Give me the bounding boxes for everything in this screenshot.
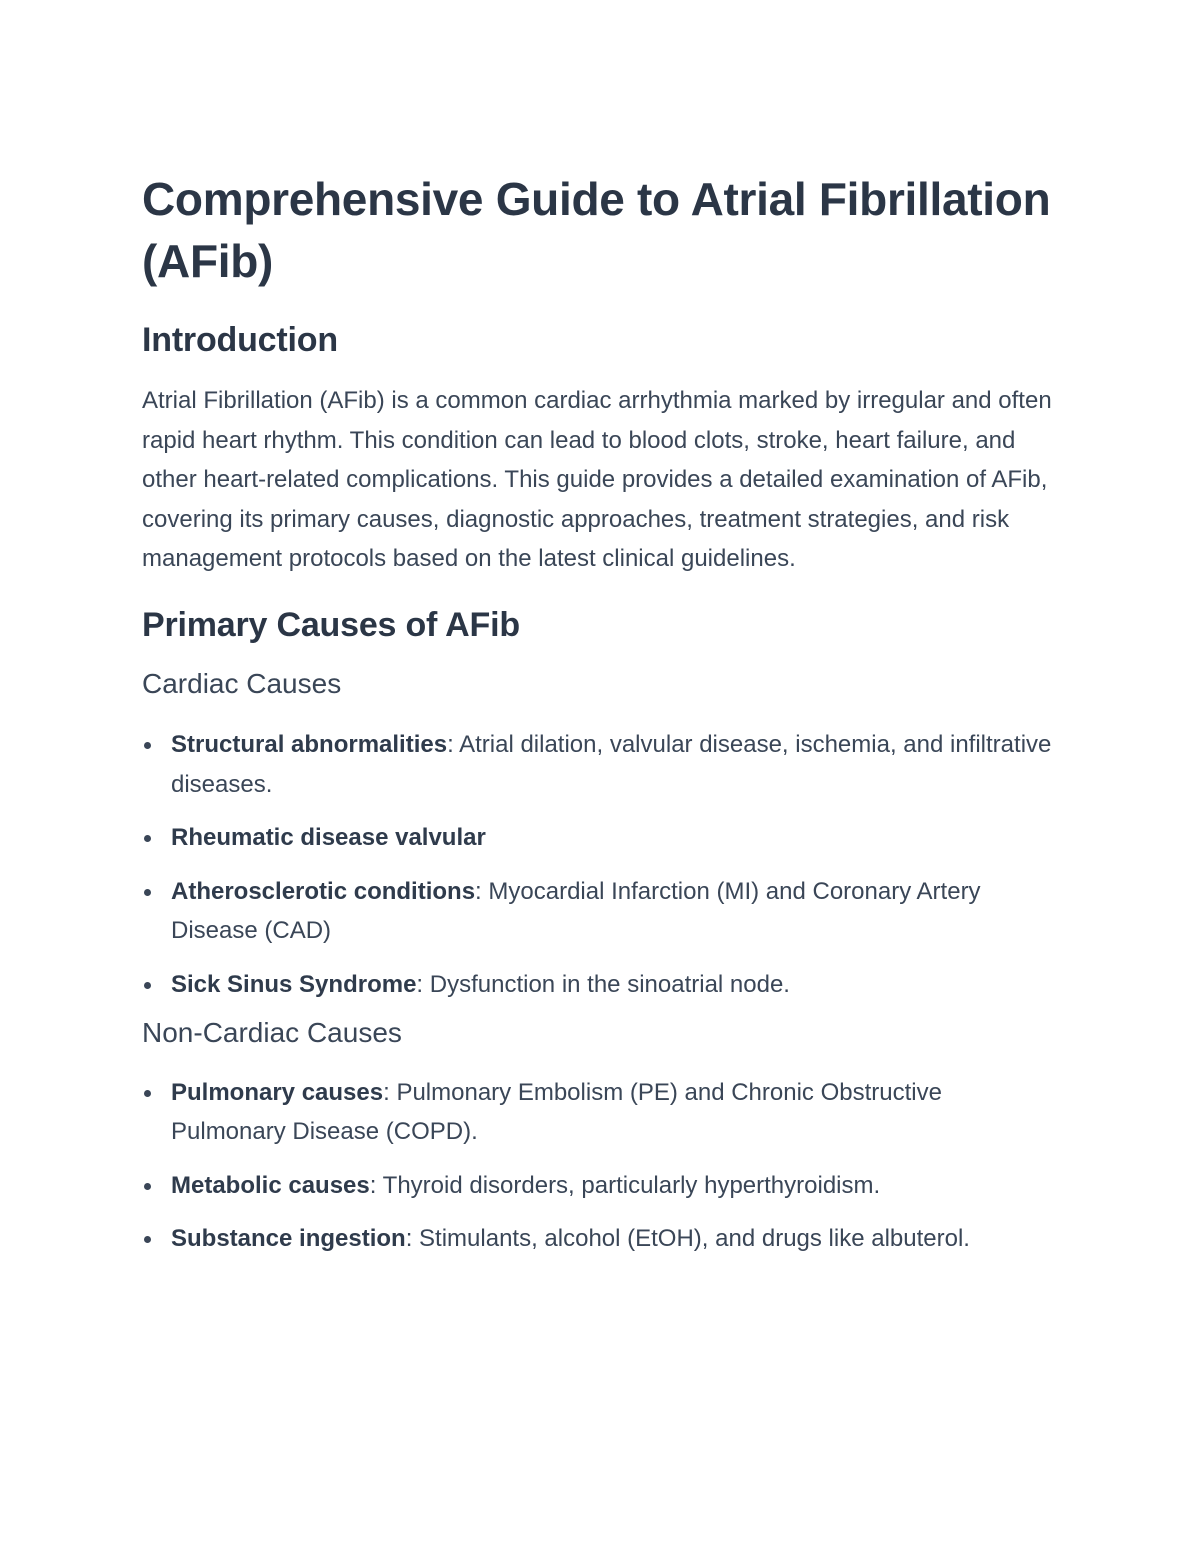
cardiac-causes-list bbox=[142, 725, 1062, 1005]
list-item-description: : Atrial dilation, valvular disease, ischemia, and infiltrative diseases. bbox=[171, 730, 1052, 798]
list-item-description: : Thyroid disorders, particularly hyperthyroidism. bbox=[369, 1171, 881, 1199]
list-item-description: : Myocardial Infarction (MI) and Coronary Artery Disease (CAD) bbox=[171, 877, 981, 945]
list-item-term: Rheumatic disease valvular bbox=[171, 824, 486, 852]
list-item bbox=[142, 818, 1062, 858]
bullet-icon bbox=[144, 889, 151, 896]
introduction-paragraph: Atrial Fibrillation (AFib) is a common cardiac arrhythmia marked by irregular and often rapid heart rhythm. This condition can lead to blood clots, stroke, heart failure, and other heart-related complications. This guide provides a detailed examination of AFib, covering its primary causes, diagnostic approaches, treatment strategies, and risk management protocols based on the latest clinical guidelines. bbox=[142, 387, 1052, 573]
list-item bbox=[142, 1166, 1062, 1206]
list-item-term: Metabolic causes bbox=[171, 1171, 370, 1199]
non-cardiac-causes-heading: Non-Cardiac Causes bbox=[142, 1016, 402, 1048]
list-item bbox=[142, 1073, 1062, 1152]
list-item bbox=[142, 725, 1062, 804]
list-item-term: Substance ingestion bbox=[171, 1225, 406, 1253]
non-cardiac-causes-list bbox=[142, 1073, 1062, 1259]
list-item-description: : Dysfunction in the sinoatrial node. bbox=[416, 970, 790, 998]
primary-causes-heading: Primary Causes of AFib bbox=[142, 605, 520, 644]
list-item-description: : Pulmonary Embolism (PE) and Chronic Obstructive Pulmonary Disease (COPD). bbox=[171, 1078, 942, 1146]
list-item-term: Sick Sinus Syndrome bbox=[171, 970, 417, 998]
list-item bbox=[142, 1219, 1062, 1259]
list-item-term: Pulmonary causes bbox=[171, 1078, 384, 1106]
bullet-icon bbox=[144, 742, 151, 749]
list-item-term: Structural abnormalities bbox=[171, 730, 448, 758]
list-item-term: Atherosclerotic conditions bbox=[171, 877, 476, 905]
bullet-icon bbox=[144, 1236, 151, 1243]
bullet-icon bbox=[144, 982, 151, 989]
list-item-description: : Stimulants, alcohol (EtOH), and drugs like albuterol. bbox=[405, 1225, 970, 1253]
bullet-icon bbox=[144, 835, 151, 842]
bullet-icon bbox=[144, 1090, 151, 1097]
cardiac-causes-heading: Cardiac Causes bbox=[142, 667, 342, 699]
introduction-heading: Introduction bbox=[142, 321, 338, 359]
document-title: Comprehensive Guide to Atrial Fibrillation (AFib) bbox=[142, 173, 1051, 287]
list-item bbox=[142, 965, 1062, 1005]
list-item bbox=[142, 872, 1062, 951]
bullet-icon bbox=[144, 1183, 151, 1190]
document-page bbox=[142, 168, 1062, 1259]
